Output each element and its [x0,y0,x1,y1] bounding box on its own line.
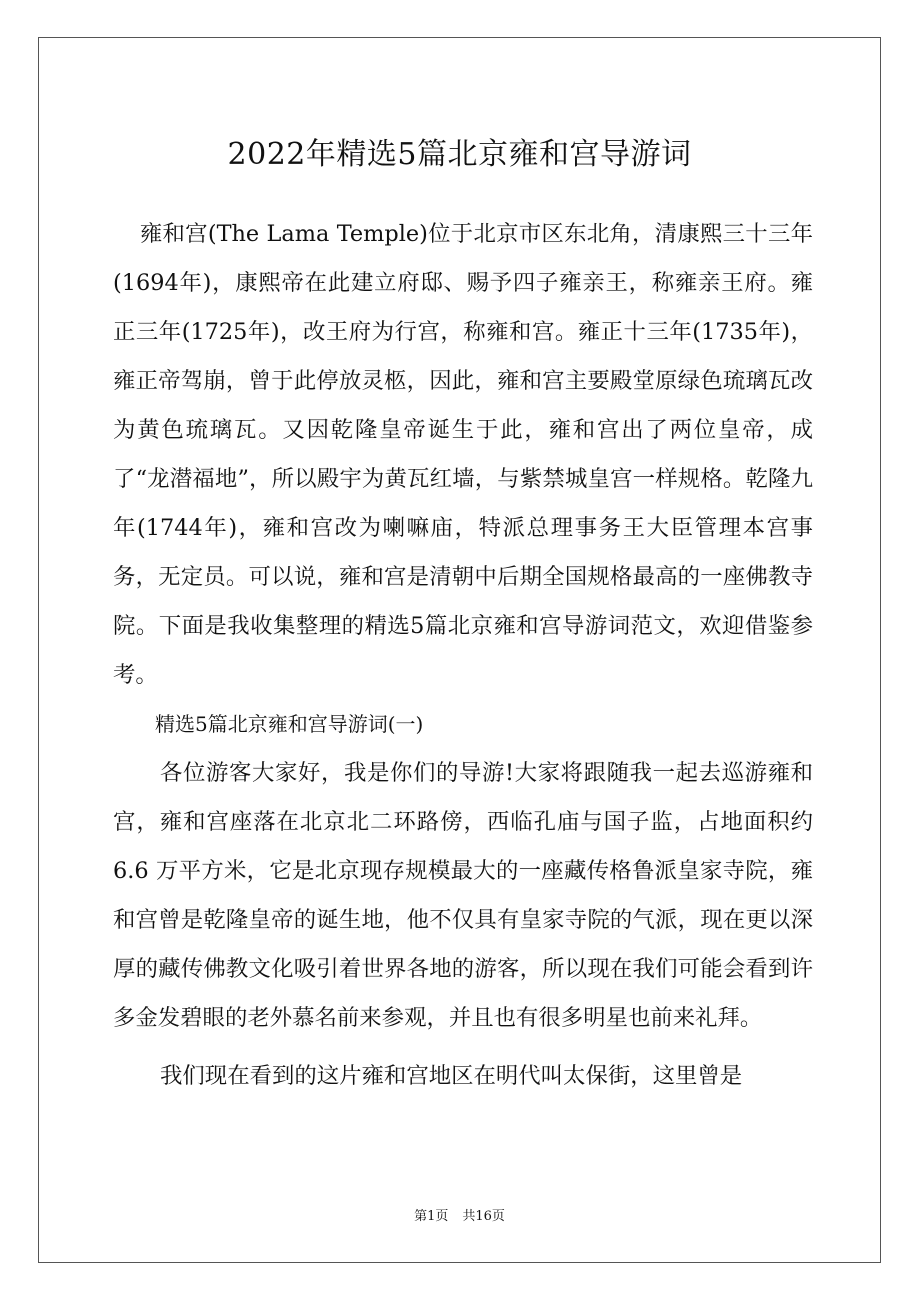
history-paragraph: 我们现在看到的这片雍和宫地区在明代叫太保街，这里曾是 [160,1063,743,1089]
intro-paragraph: 雍和宫(The Lama Temple)位于北京市区东北角，清康熙三十三年(1694年)，康熙帝在此建立府邸、赐予四子雍亲王，称雍亲王府。雍正三年(1725年)，改王府为行宫，称雍和宫。雍正十三年(1735年)，雍正帝驾崩，曾于此停放灵柩，因此，雍和宫主要殿堂原绿色琉璃瓦改为黄色琉璃瓦。又因乾隆皇帝诞生于此，雍和宫出了两位皇帝，成了“龙潜福地”，所以殿宇为黄瓦红墙，与紫禁城皇宫一样规格。乾隆九年(1744年)，雍和宫改为喇嘛庙，特派总理事务王大臣管理本宫事务，无定员。可以说，雍和宫是清朝中后期全国规格最高的一座佛教寺院。下面是我收集整理的精选5篇北京雍和宫导游词范文，欢迎借鉴参考。 [113,221,813,688]
greeting-paragraph: 各位游客大家好，我是你们的导游!大家将跟随我一起去巡游雍和宫，雍和宫座落在北京北二环路傍，西临孔庙与国子监，占地面积约6.6 万平方米，它是北京现存规模最大的一座藏传格鲁派皇家寺院，雍和宫曾是乾隆皇帝的诞生地，他不仅具有皇家寺院的气派，现在更以深厚的藏传佛教文化吸引着世界各地的游客，所以现在我们可能会看到许多金发碧眼的老外慕名前来参观，并且也有很多明星也前来礼拜。 [113,760,813,1031]
page-footer [38,1208,881,1226]
page-total: 共16页 [462,1209,505,1224]
document-body [113,210,813,1101]
section-heading: 精选5篇北京雍和宫导游词(一) [155,712,424,736]
page-number: 第1页 [414,1209,449,1224]
document-title: 2022年精选5篇北京雍和宫导游词 [227,137,692,173]
